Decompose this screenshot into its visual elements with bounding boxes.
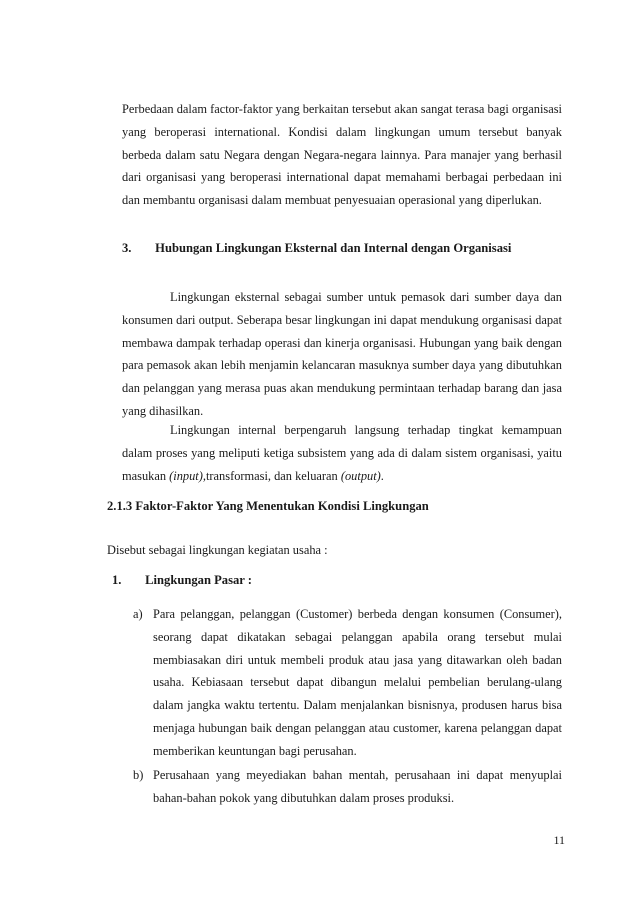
item-1-title: Lingkungan Pasar : — [145, 573, 253, 587]
section-213-intro — [107, 539, 562, 562]
intro-paragraph — [122, 98, 562, 212]
section-213-intro-text: Disebut sebagai lingkungan kegiatan usaha : — [107, 543, 328, 557]
list-item-a-text: Para pelanggan, pelanggan (Customer) berbeda dengan konsumen (Consumer), seorang dapat dikatakan sebagai pelanggan apabila orang tersebut mulai membiasakan diri untuk membeli produk atau jasa yang ditawarkan oleh badan usaha. Kebiasaan tersebut dapat dibangun melalui pembelian berulang-ulang dalam jangka waktu tertentu. Dalam menjalankan bisnisnya, produsen harus bisa menjaga hubungan baik dengan pelanggan atau customer, karena pelanggan dapat memberikan keuntungan bagi perusahan. — [153, 607, 562, 758]
item-1-heading — [112, 573, 252, 588]
list-item-b — [133, 764, 562, 810]
section-3-paragraph-2-text — [122, 419, 562, 487]
output-term: (output) — [340, 468, 381, 483]
page-number: 11 — [553, 833, 565, 847]
section-213-title: 2.1.3 Faktor-Faktor Yang Menentukan Kondisi Lingkungan — [107, 499, 429, 513]
input-term: (input), — [169, 468, 206, 483]
section-3-title: Hubungan Lingkungan Eksternal dan Internal dengan Organisasi — [155, 241, 512, 255]
list-item-b-text: Perusahaan yang meyediakan bahan mentah, perusahaan ini dapat menyuplai bahan-bahan pokok yang dibutuhkan dalam proses produksi. — [153, 768, 562, 805]
section-3-paragraph-2 — [122, 419, 562, 487]
section-3-paragraph-1-text: Lingkungan eksternal sebagai sumber untuk pemasok dari sumber daya dan konsumen dari output. Seberapa besar lingkungan ini dapat mendukung organisasi dapat membawa dampak terhadap operasi dan kinerja organisasi. Hubungan yang baik dengan para pemasok akan lebih menjamin kelancaran masuknya sumber daya yang dibutuhkan dan pelanggan yang merasa puas akan mendukung permintaan terhadap barang dan jasa yang dihasilkan. — [122, 290, 562, 418]
paragraph-2-mid: transformasi, dan keluaran — [205, 468, 341, 483]
list-item-a — [133, 603, 562, 763]
section-213-heading — [107, 499, 429, 514]
intro-paragraph-text: Perbedaan dalam factor-faktor yang berkaitan tersebut akan sangat terasa bagi organisasi yang beroperasi international. Kondisi dalam lingkungan umum tersebut banyak berbeda dalam satu Negara dengan Negara-negara lainnya. Para manajer yang berhasil dari organisasi yang beroperasi international dapat memahami berbagai perbedaan ini dan membantu organisasi dalam membuat penyesuaian operasional yang diperlukan. — [122, 102, 562, 208]
list-item-b-marker: b) — [133, 768, 144, 782]
item-1-number: 1. — [112, 573, 122, 587]
paragraph-2-start: Lingkungan internal berpengaruh langsung terhadap tingkat kemampuan dalam proses yang meliputi ketiga subsistem yang ada di dalam sistem organisasi, yaitu masukan — [122, 423, 562, 483]
section-3-paragraph-1 — [122, 286, 562, 423]
section-3-heading — [122, 241, 511, 256]
list-item-a-marker: a) — [133, 607, 143, 621]
paragraph-2-end: . — [380, 468, 384, 483]
section-3-number: 3. — [122, 241, 132, 255]
